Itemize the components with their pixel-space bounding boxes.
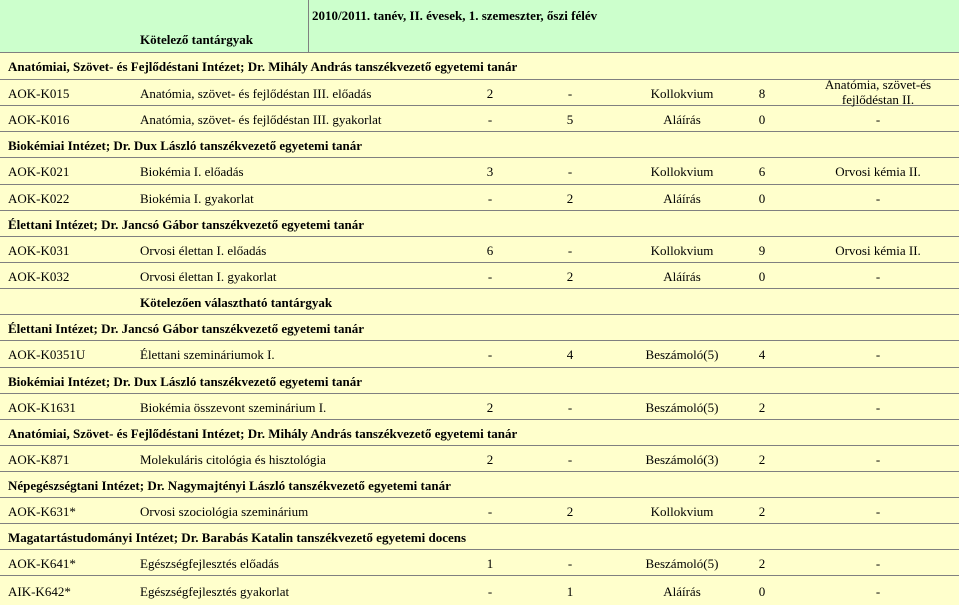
lecture-hours: - bbox=[487, 504, 493, 519]
credit-value: 2 bbox=[758, 504, 766, 519]
credit-value: 0 bbox=[758, 191, 766, 206]
practice-hours: - bbox=[567, 452, 573, 467]
course-name: Egészségfejlesztés gyakorlat bbox=[140, 584, 290, 599]
table-row bbox=[0, 393, 959, 419]
exam-type: Kollokvium bbox=[650, 243, 714, 258]
course-name: Anatómia, szövet- és fejlődéstan III. előadás bbox=[140, 86, 372, 101]
department-row bbox=[0, 419, 959, 445]
section-row bbox=[0, 288, 959, 314]
exam-type: Aláírás bbox=[663, 269, 701, 284]
required-subjects-label: Kötelező tantárgyak bbox=[140, 32, 254, 47]
table-row bbox=[0, 445, 959, 471]
prerequisite: - bbox=[875, 112, 881, 127]
prerequisite: - bbox=[875, 191, 881, 206]
section-header: Kötelezően választható tantárgyak bbox=[140, 295, 333, 310]
table-row bbox=[0, 105, 959, 131]
department-header: Népegészségtani Intézet; Dr. Nagymajtényi László tanszékvezető egyetemi tanár bbox=[8, 478, 451, 493]
exam-type: Kollokvium bbox=[650, 164, 714, 179]
prerequisite: Orvosi kémia II. bbox=[835, 164, 921, 179]
credit-value: 2 bbox=[758, 400, 766, 415]
course-code: AOK-K032 bbox=[8, 269, 70, 284]
department-header: Magatartástudományi Intézet; Dr. Barabás Katalin tanszékvezető egyetemi docens bbox=[8, 530, 467, 545]
department-row bbox=[0, 210, 959, 236]
practice-hours: - bbox=[567, 556, 573, 571]
exam-type: Beszámoló(3) bbox=[645, 452, 719, 467]
exam-type: Beszámoló(5) bbox=[645, 556, 719, 571]
credit-value: 6 bbox=[758, 164, 766, 179]
lecture-hours: 2 bbox=[486, 400, 494, 415]
table-row bbox=[0, 497, 959, 523]
credit-value: 0 bbox=[758, 112, 766, 127]
practice-hours: - bbox=[567, 164, 573, 179]
practice-hours: 4 bbox=[566, 347, 574, 362]
department-row bbox=[0, 367, 959, 393]
department-header: Élettani Intézet; Dr. Jancsó Gábor tanszékvezető egyetemi tanár bbox=[8, 321, 364, 336]
prerequisite: - bbox=[875, 269, 881, 284]
practice-hours: - bbox=[567, 243, 573, 258]
practice-hours: 2 bbox=[566, 269, 574, 284]
department-header: Biokémiai Intézet; Dr. Dux László tanszékvezető egyetemi tanár bbox=[8, 138, 363, 153]
course-name: Anatómia, szövet- és fejlődéstan III. gyakorlat bbox=[140, 112, 382, 127]
course-name: Élettani szemináriumok I. bbox=[140, 347, 275, 362]
table-row bbox=[0, 79, 959, 105]
prerequisite: Orvosi kémia II. bbox=[835, 243, 921, 258]
credit-value: 2 bbox=[758, 452, 766, 467]
lecture-hours: 3 bbox=[486, 164, 494, 179]
prerequisite: - bbox=[875, 400, 881, 415]
credit-value: 4 bbox=[758, 347, 766, 362]
prerequisite: - bbox=[875, 504, 881, 519]
course-name: Biokémia összevont szeminárium I. bbox=[140, 400, 327, 415]
exam-type: Beszámoló(5) bbox=[645, 400, 719, 415]
course-code: AOK-K021 bbox=[8, 164, 70, 179]
title-band bbox=[0, 0, 959, 52]
exam-type: Kollokvium bbox=[650, 504, 714, 519]
course-code: AOK-K031 bbox=[8, 243, 70, 258]
department-row bbox=[0, 52, 959, 79]
lecture-hours: - bbox=[487, 347, 493, 362]
lecture-hours: 2 bbox=[486, 452, 494, 467]
prerequisite: Anatómia, szövet-és fejlődéstan II. bbox=[824, 77, 932, 107]
department-row bbox=[0, 131, 959, 157]
course-name: Orvosi szociológia szeminárium bbox=[140, 504, 309, 519]
course-code: AOK-K631* bbox=[8, 504, 76, 519]
practice-hours: 2 bbox=[566, 504, 574, 519]
lecture-hours: - bbox=[487, 191, 493, 206]
course-name: Molekuláris citológia és hisztológia bbox=[140, 452, 326, 467]
credit-value: 0 bbox=[758, 269, 766, 284]
course-code: AOK-K641* bbox=[8, 556, 76, 571]
department-header: Anatómiai, Szövet- és Fejlődéstani Intézet; Dr. Mihály András tanszékvezető egyetemi tanár bbox=[8, 426, 518, 441]
course-code: AOK-K1631 bbox=[8, 400, 76, 415]
table-row bbox=[0, 184, 959, 210]
lecture-hours: 1 bbox=[486, 556, 494, 571]
department-header: Anatómiai, Szövet- és Fejlődéstani Intézet; Dr. Mihály András tanszékvezető egyetemi tanár bbox=[8, 59, 518, 74]
course-code: AOK-K015 bbox=[8, 86, 70, 101]
table-row bbox=[0, 236, 959, 262]
practice-hours: - bbox=[567, 400, 573, 415]
credit-value: 0 bbox=[758, 584, 766, 599]
prerequisite: - bbox=[875, 452, 881, 467]
lecture-hours: - bbox=[487, 584, 493, 599]
exam-type: Aláírás bbox=[663, 112, 701, 127]
department-row bbox=[0, 471, 959, 497]
lecture-hours: - bbox=[487, 112, 493, 127]
practice-hours: - bbox=[567, 86, 573, 101]
semester-title: 2010/2011. tanév, II. évesek, 1. szemeszter, őszi félév bbox=[312, 8, 598, 23]
credit-value: 9 bbox=[758, 243, 766, 258]
credit-value: 8 bbox=[758, 86, 766, 101]
course-code: AOK-K0351U bbox=[8, 347, 86, 362]
course-code: AOK-K871 bbox=[8, 452, 70, 467]
course-name: Orvosi élettan I. gyakorlat bbox=[140, 269, 277, 284]
course-code: AOK-K016 bbox=[8, 112, 70, 127]
course-name: Biokémia I. előadás bbox=[140, 164, 244, 179]
lecture-hours: 2 bbox=[486, 86, 494, 101]
course-name: Egészségfejlesztés előadás bbox=[140, 556, 279, 571]
department-row bbox=[0, 314, 959, 340]
lecture-hours: 6 bbox=[486, 243, 494, 258]
department-header: Biokémiai Intézet; Dr. Dux László tanszékvezető egyetemi tanár bbox=[8, 374, 363, 389]
exam-type: Beszámoló(5) bbox=[645, 347, 719, 362]
prerequisite: - bbox=[875, 584, 881, 599]
practice-hours: 1 bbox=[566, 584, 574, 599]
course-code: AIK-K642* bbox=[8, 584, 71, 599]
table-row bbox=[0, 549, 959, 575]
practice-hours: 5 bbox=[566, 112, 574, 127]
table-row bbox=[0, 340, 959, 367]
department-row bbox=[0, 523, 959, 549]
exam-type: Aláírás bbox=[663, 191, 701, 206]
exam-type: Kollokvium bbox=[650, 86, 714, 101]
table-row bbox=[0, 157, 959, 184]
course-name: Orvosi élettan I. előadás bbox=[140, 243, 267, 258]
credit-value: 2 bbox=[758, 556, 766, 571]
table-row bbox=[0, 262, 959, 288]
course-name: Biokémia I. gyakorlat bbox=[140, 191, 254, 206]
department-header: Élettani Intézet; Dr. Jancsó Gábor tanszékvezető egyetemi tanár bbox=[8, 217, 364, 232]
prerequisite: - bbox=[875, 556, 881, 571]
lecture-hours: - bbox=[487, 269, 493, 284]
prerequisite: - bbox=[875, 347, 881, 362]
course-code: AOK-K022 bbox=[8, 191, 70, 206]
exam-type: Aláírás bbox=[663, 584, 701, 599]
practice-hours: 2 bbox=[566, 191, 574, 206]
table-row bbox=[0, 575, 959, 605]
